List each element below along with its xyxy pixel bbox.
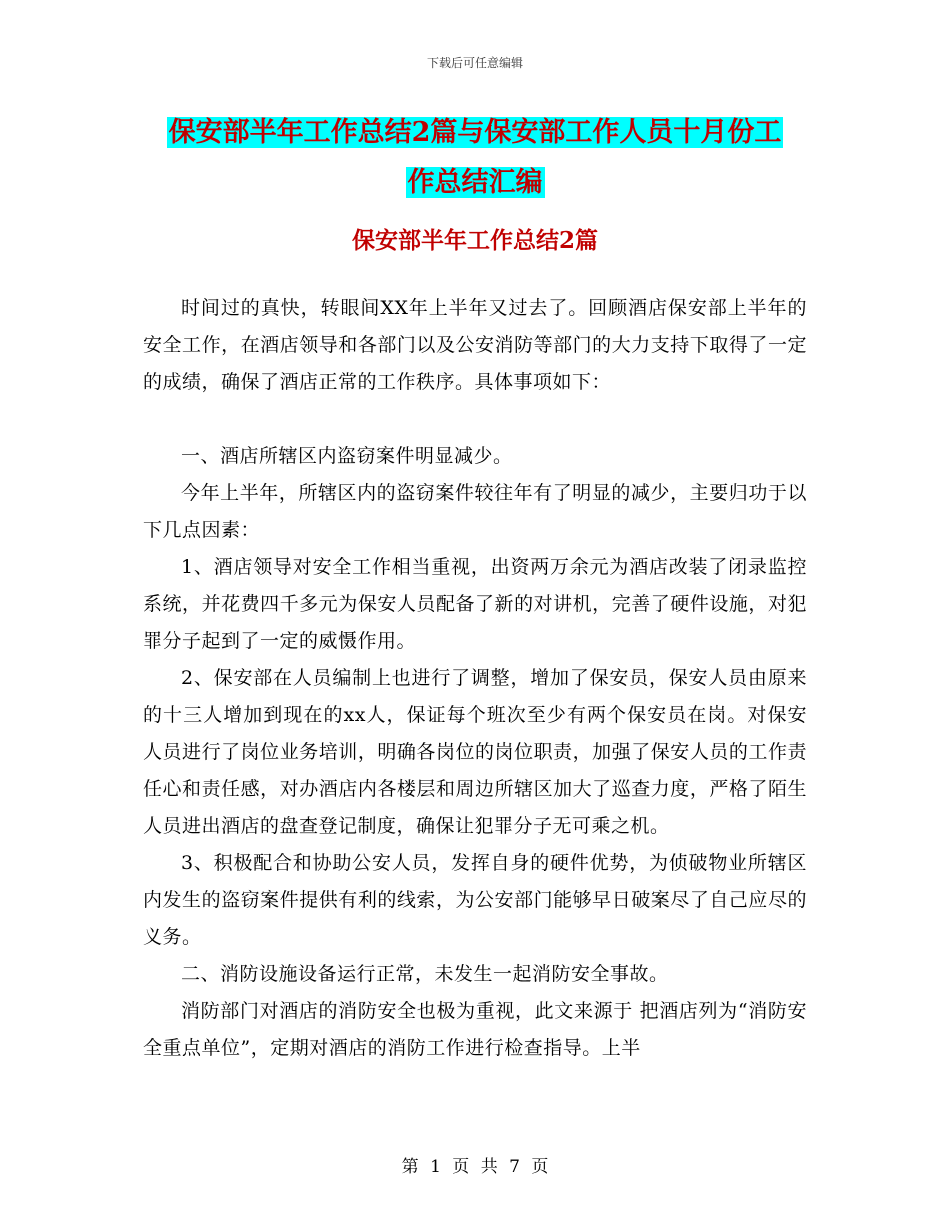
document-body: [143, 290, 807, 1067]
paragraph: 3、积极配合和协助公安人员，发挥自身的硬件优势，为侦破物业所辖区内发生的盗窃案件提供有利的线索，为公安部门能够早日破案尽了自己应尽的义务。: [143, 852, 807, 948]
paragraph: 1、酒店领导对安全工作相当重视，出资两万余元为酒店改装了闭录监控系统，并花费四千多元为保安人员配备了新的对讲机，完善了硬件设施，对犯罪分子起到了一定的威慑作用。: [143, 556, 807, 652]
paragraph: 2、保安部在人员编制上也进行了调整，增加了保安员，保安人员由原来的十三人增加到现在的xx人，保证每个班次至少有两个保安员在岗。对保安人员进行了岗位业务培训，明确各岗位的岗位职责，加强了保安人员的工作责任心和责任感，对办酒店内各楼层和周边所辖区加大了巡查力度，严格了陌生人员进出酒店的盘查登记制度，确保让犯罪分子无可乘之机。: [143, 667, 807, 837]
paragraph: 今年上半年，所辖区内的盗窃案件较往年有了明显的减少，主要归功于以下几点因素：: [143, 482, 807, 541]
paragraph: 一、酒店所辖区内盗窃案件明显减少。: [181, 445, 513, 467]
title-line-2: 作总结汇编: [407, 167, 543, 198]
paragraph: 消防部门对酒店的消防安全也极为重视，此文来源于 把酒店列为“消防安全重点单位”，定期对酒店的消防工作进行检查指导。上半: [143, 1000, 807, 1059]
section-title: 保安部半年工作总结2篇: [351, 227, 598, 254]
header-note: 下载后可任意编辑: [426, 56, 523, 70]
document-title: [140, 108, 810, 208]
title-line-1: 保安部半年工作总结2篇与保安部工作人员十月份工: [168, 117, 782, 148]
page-footer: 第 1 页 共 7 页: [401, 1157, 549, 1177]
paragraph: 时间过的真快，转眼间XX年上半年又过去了。回顾酒店保安部上半年的安全工作，在酒店领导和各部门以及公安消防等部门的大力支持下取得了一定的成绩，确保了酒店正常的工作秩序。具体事项如下：: [143, 297, 807, 393]
paragraph: 二、消防设施设备运行正常，未发生一起消防安全事故。: [181, 963, 669, 985]
